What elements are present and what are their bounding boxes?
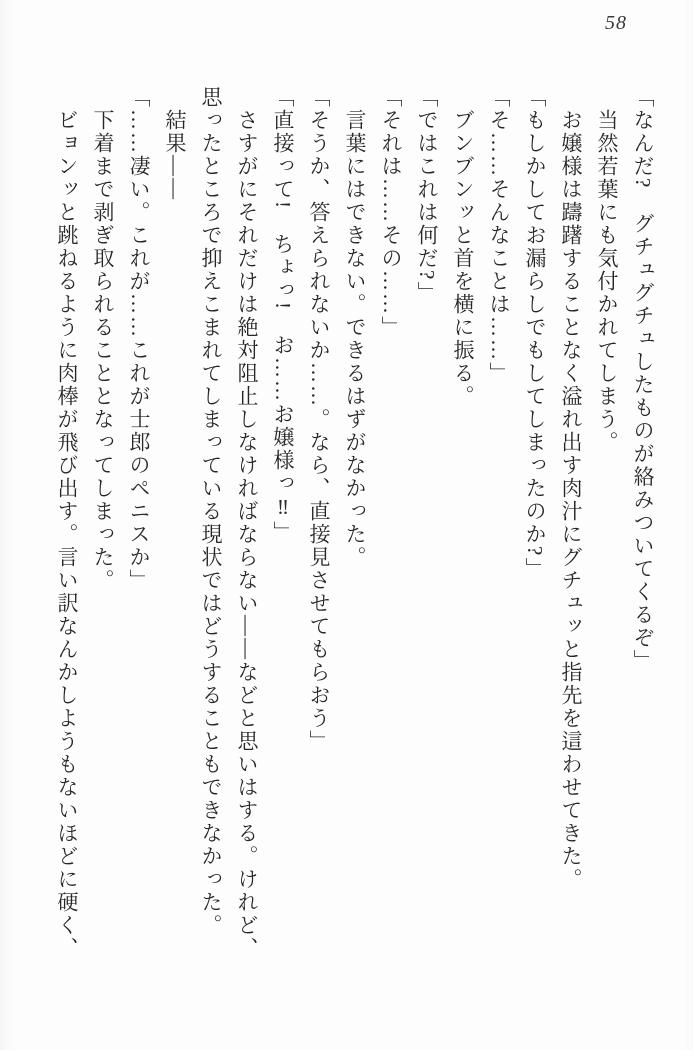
- text-line: 当然若葉にも気付かれてしまう。: [595, 86, 619, 454]
- text-line: 下着まで剥ぎ取られることとなってしまった。: [91, 86, 115, 592]
- text-line: さすがにそれだけは絶対阻止しなければならない――などと思いはする。けれど、: [235, 86, 259, 960]
- text-line: 思ったところで抑えこまれてしまっている現状ではどうすることもできなかった。: [199, 86, 223, 937]
- text-line: 言葉にはできない。できるはずがなかった。: [343, 86, 367, 569]
- text-line: 結果――: [163, 86, 187, 201]
- text-line: ビョンッと跳ねるように肉棒が飛び出す。言い訳なんかしようもないほどに硬く、: [55, 86, 79, 960]
- page-text: [49, 86, 661, 1004]
- text-line: 「もしかしてお漏らしでもしてしまったのか?」: [523, 86, 547, 581]
- text-line: 「そ……そんなことは……」: [487, 86, 511, 385]
- text-line: お嬢様は躊躇することなく溢れ出す肉汁にグチュッと指先を這わせてきた。: [559, 86, 583, 891]
- text-line: 「ではこれは何だ?」: [415, 86, 439, 305]
- page-number: 58: [605, 12, 627, 34]
- text-line: 「……凄い。これが……これが士郎のペニスか」: [127, 86, 151, 592]
- text-line: 「そうか、答えられないか……。なら、直接見させてもらおう」: [307, 86, 331, 753]
- text-line: ブンブンッと首を横に振る。: [451, 86, 475, 408]
- text-line: 「なんだ? グチュグチュしたものが絡みついてくるぞ」: [631, 86, 655, 673]
- text-line: 「それは……その……」: [379, 86, 403, 339]
- text-line: 「直接って! ちょっ! お……お嬢様っ‼」: [271, 86, 295, 544]
